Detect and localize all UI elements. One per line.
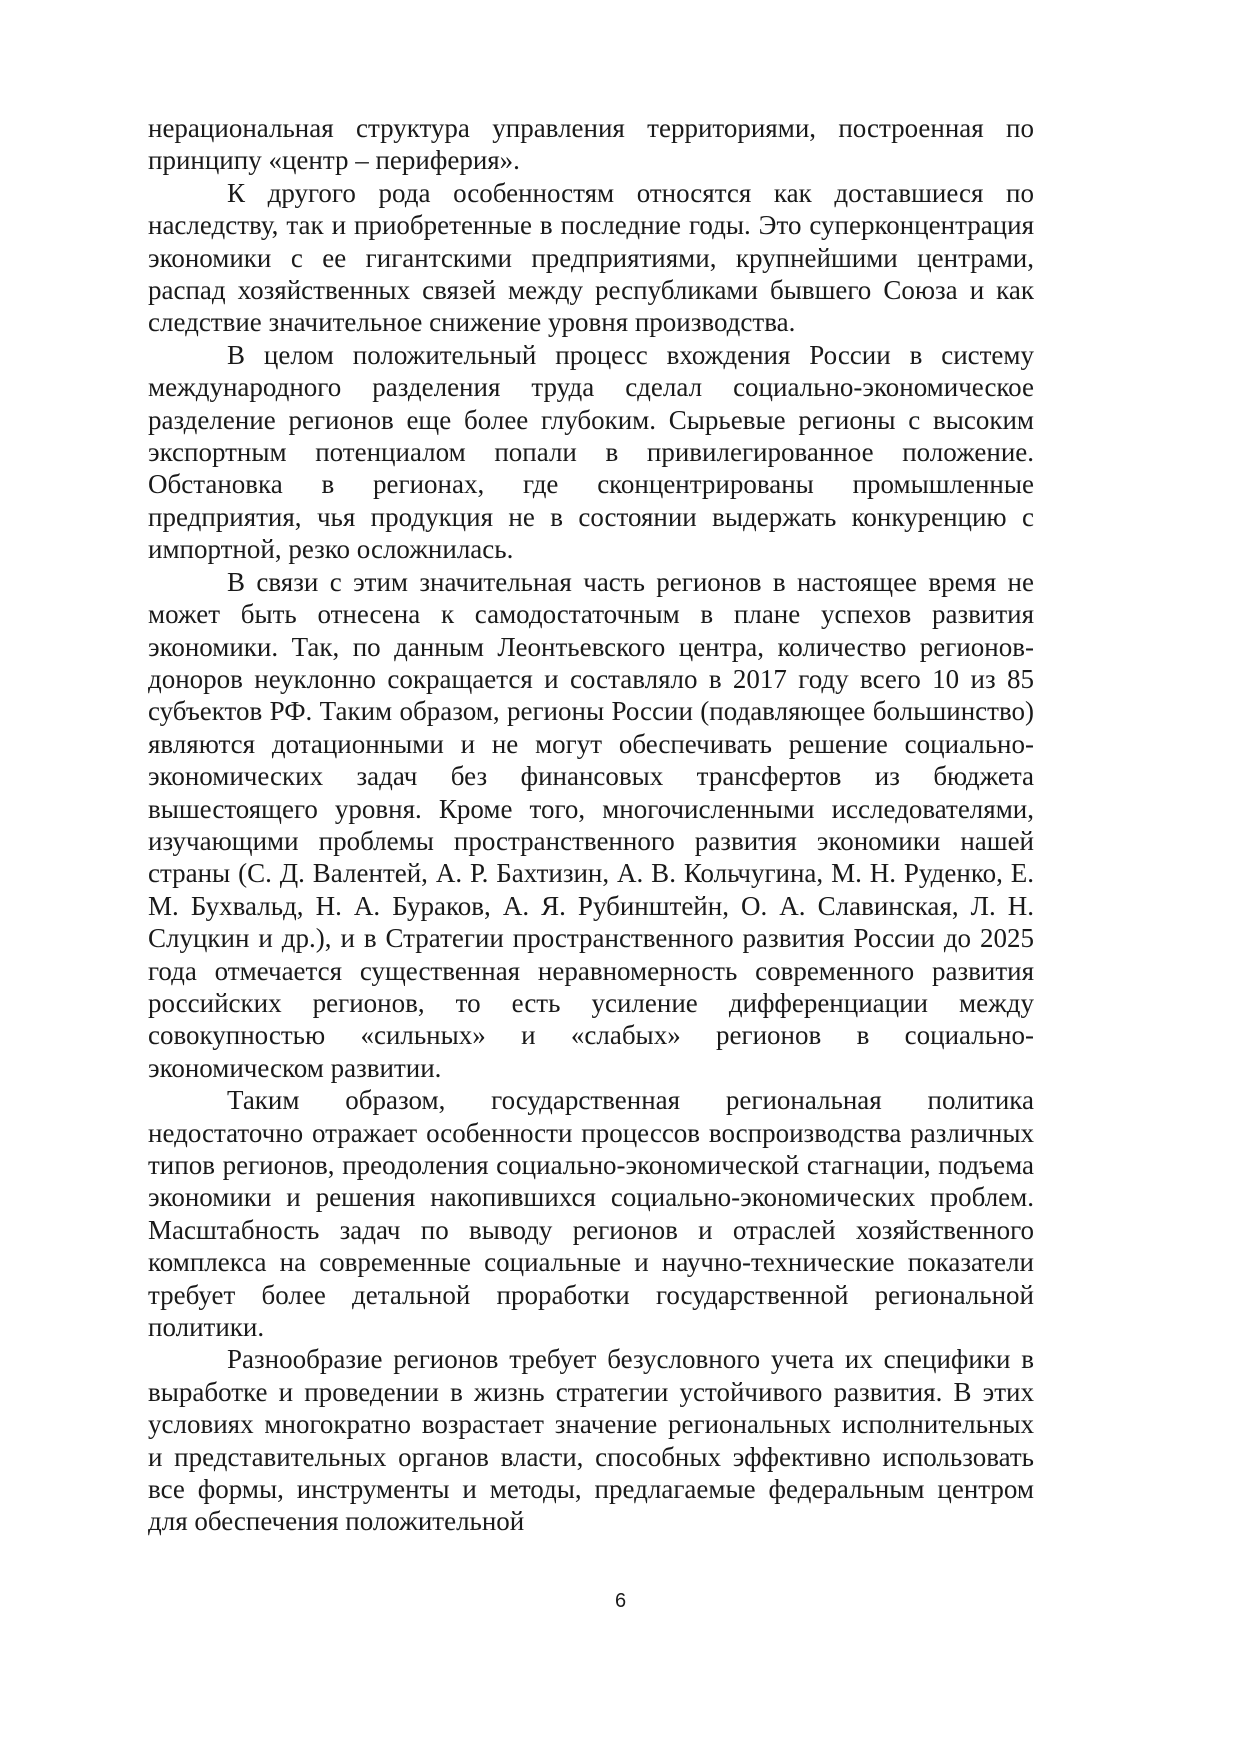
paragraph-international-division: В целом положительный процесс вхождения России в систему международного разделения труда сделал социально-экономическое разделение регионов еще более глубоким. Сырьевые регионы с высоким экспортным потенциалом попали в привилегированное положение. Обстановка в регионах, где сконцентрированы промышленные предприятия, чья продукция не в состоянии выдержать конкуренцию с импортной, резко осложнилась. [148, 339, 1034, 565]
document-body [148, 112, 1034, 1538]
page-number: 6 [614, 1590, 627, 1612]
paragraph-features: К другого рода особенностям относятся как доставшиеся по наследству, так и приобретенные в последние годы. Это суперконцентрация экономики с ее гигантскими предприятиями, крупнейшими центрами, распад хозяйственных связей между республиками бывшего Союза и как следствие значительное снижение уровня производства. [148, 177, 1034, 338]
paragraph-regional-diversity: Разнообразие регионов требует безусловного учета их специфики в выработке и проведении в жизнь стратегии устойчивого развития. В этих условиях многократно возрастает значение региональных исполнительных и представительных органов власти, способных эффективно использовать все формы, инструменты и методы, предлагаемые федеральным центром для обеспечения положительной [148, 1344, 1034, 1537]
paragraph-donor-regions: В связи с этим значительная часть регионов в настоящее время не может быть отнесена к самодостаточным в плане успехов развития экономики. Так, по данным Леонтьевского центра, количество регионов-доноров неуклонно сокращается и составляло в 2017 году всего 10 из 85 субъектов РФ. Таким образом, регионы России (подавляющее большинство) являются дотационными и не могут обеспечивать решение социально-экономических задач без финансовых трансфертов из бюджета вышестоящего уровня. Кроме того, многочисленными исследователями, изучающими проблемы пространственного развития экономики нашей страны (С. Д. Валентей, А. Р. Бахтизин, А. В. Кольчугина, М. Н. Руденко, Е. М. Бухвальд, Н. А. Бураков, А. Я. Рубинштейн, О. А. Славинская, Л. Н. Слуцкин и др.), и в Стратегии пространственного развития России до 2025 года отмечается существенная неравномерность современного развития российских регионов, то есть усиление дифференциации между совокупностью «сильных» и «слабых» регионов в социально-экономическом развитии. [148, 566, 1034, 1083]
paragraph-continuation: нерациональная структура управления территориями, построенная по принципу «центр – периферия». [148, 113, 1034, 176]
paragraph-regional-policy: Таким образом, государственная региональная политика недостаточно отражает особенности процессов воспроизводства различных типов регионов, преодоления социально-экономической стагнации, подъема экономики и решения накопившихся социально-экономических проблем. Масштабность задач по выводу регионов и отраслей хозяйственного комплекса на современные социальные и научно-технические показатели требует более детальной проработки государственной региональной политики. [148, 1085, 1034, 1343]
